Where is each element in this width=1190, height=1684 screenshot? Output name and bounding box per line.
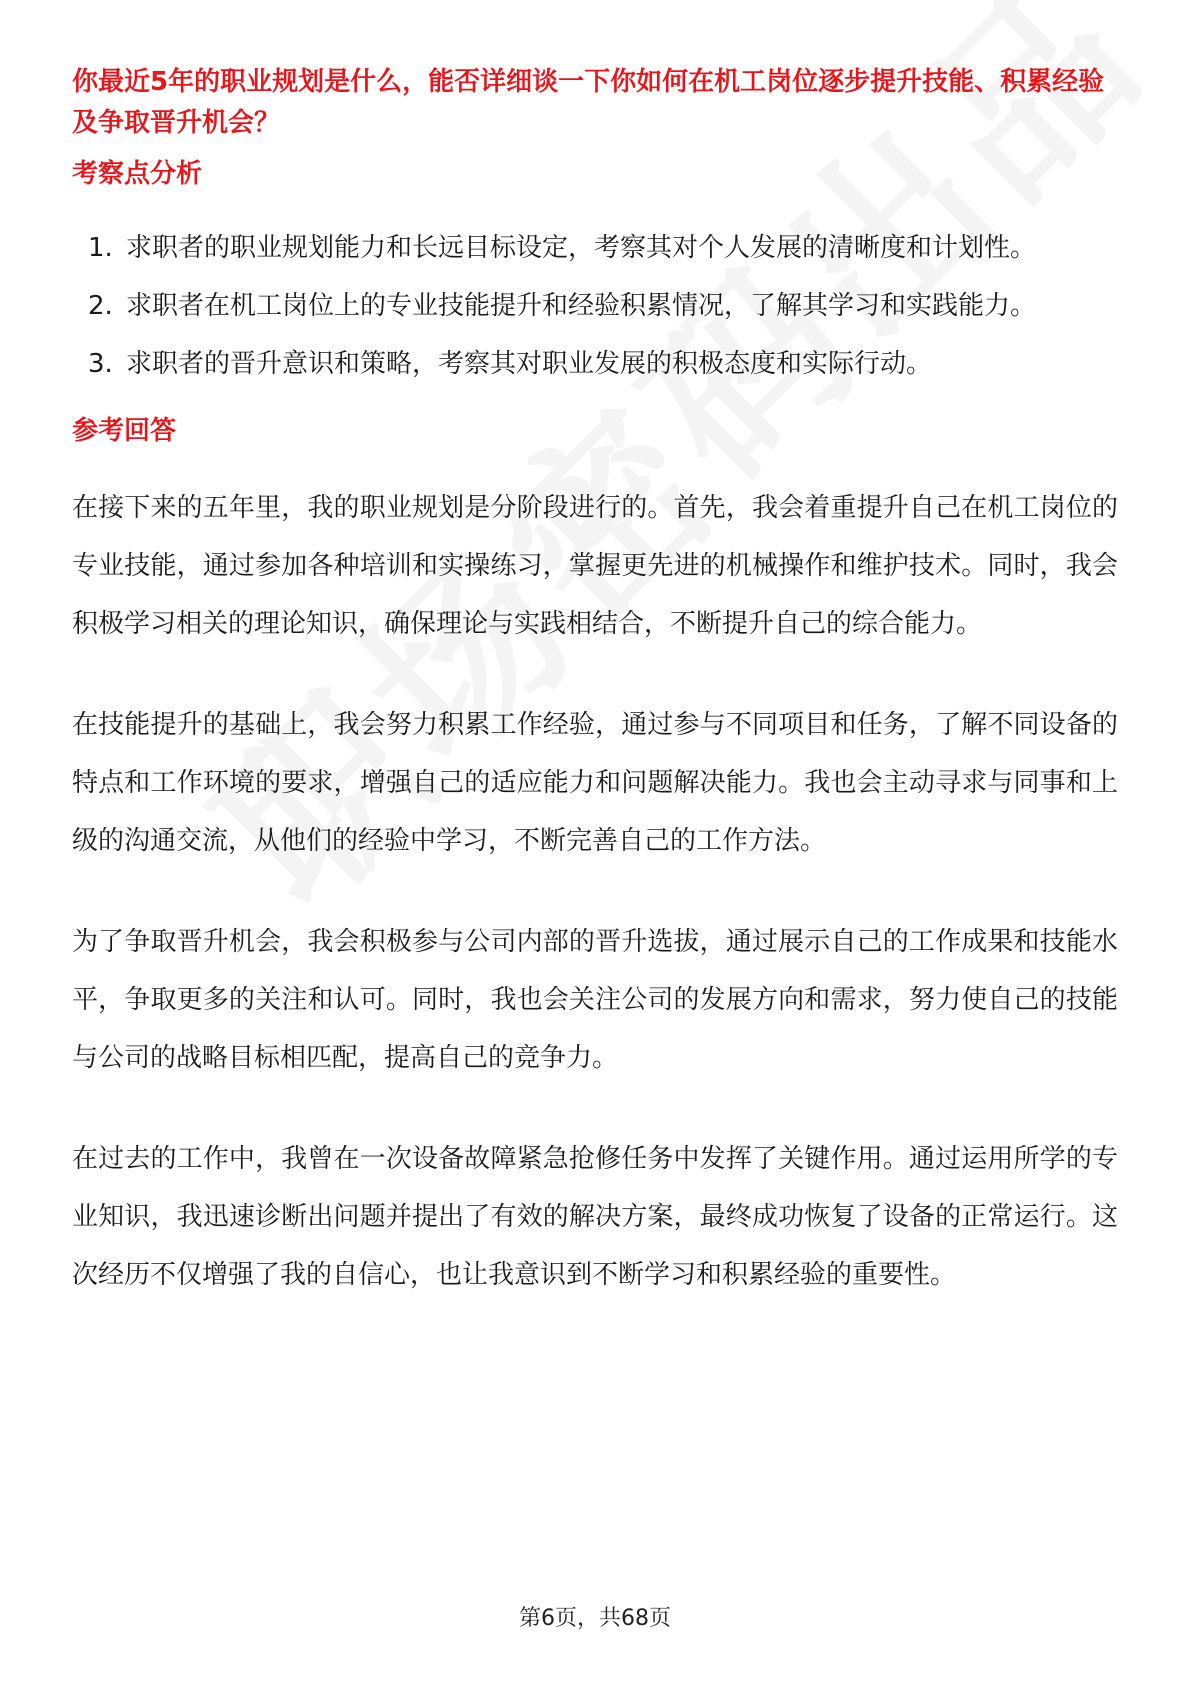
question-heading: 你最近5年的职业规划是什么，能否详细谈一下你如何在机工岗位逐步提升技能、积累经验及争取晋升机会？ (72, 67, 1105, 138)
point-text: 求职者的职业规划能力和长远目标设定，考察其对个人发展的清晰度和计划性。 (126, 233, 1037, 263)
page-number-footer: 第6页，共68页 (519, 1606, 671, 1631)
answer-paragraph: 在技能提升的基础上，我会努力积累工作经验，通过参与不同项目和任务，了解不同设备的特点和工作环境的要求，增强自己的适应能力和问题解决能力。我也会主动寻求与同事和上级的沟通交流，从他们的经验中学习，不断完善自己的工作方法。 (72, 710, 1118, 856)
answer-paragraph: 在接下来的五年里，我的职业规划是分阶段进行的。首先，我会着重提升自己在机工岗位的专业技能，通过参加各种培训和实操练习，掌握更先进的机械操作和维护技术。同时，我会积极学习相关的理论知识，确保理论与实践相结合，不断提升自己的综合能力。 (72, 493, 1118, 639)
point-number: 2. (88, 291, 113, 321)
answer-body (72, 479, 1118, 1304)
point-number: 1. (88, 233, 113, 263)
answer-paragraph: 在过去的工作中，我曾在一次设备故障紧急抢修任务中发挥了关键作用。通过运用所学的专业知识，我迅速诊断出问题并提出了有效的解决方案，最终成功恢复了设备的正常运行。这次经历不仅增强了我的自信心，也让我意识到不断学习和积累经验的重要性。 (72, 1144, 1118, 1290)
analysis-point (72, 219, 1118, 277)
point-text: 求职者在机工岗位上的专业技能提升和经验积累情况，了解其学习和实践能力。 (126, 291, 1037, 321)
analysis-point-list (72, 219, 1118, 393)
analysis-point (72, 335, 1118, 393)
point-text: 求职者的晋升意识和策略，考察其对职业发展的积极态度和实际行动。 (126, 349, 933, 379)
answer-paragraph: 为了争取晋升机会，我会积极参与公司内部的晋升选拔，通过展示自己的工作成果和技能水平，争取更多的关注和认可。同时，我也会关注公司的发展方向和需求，努力使自己的技能与公司的战略目标相匹配，提高自己的竞争力。 (72, 927, 1118, 1073)
point-number: 3. (88, 349, 113, 379)
answer-section-title: 参考回答 (72, 416, 177, 446)
analysis-point (72, 277, 1118, 335)
analysis-section-title: 考察点分析 (72, 159, 203, 189)
document-body (72, 62, 1118, 1347)
